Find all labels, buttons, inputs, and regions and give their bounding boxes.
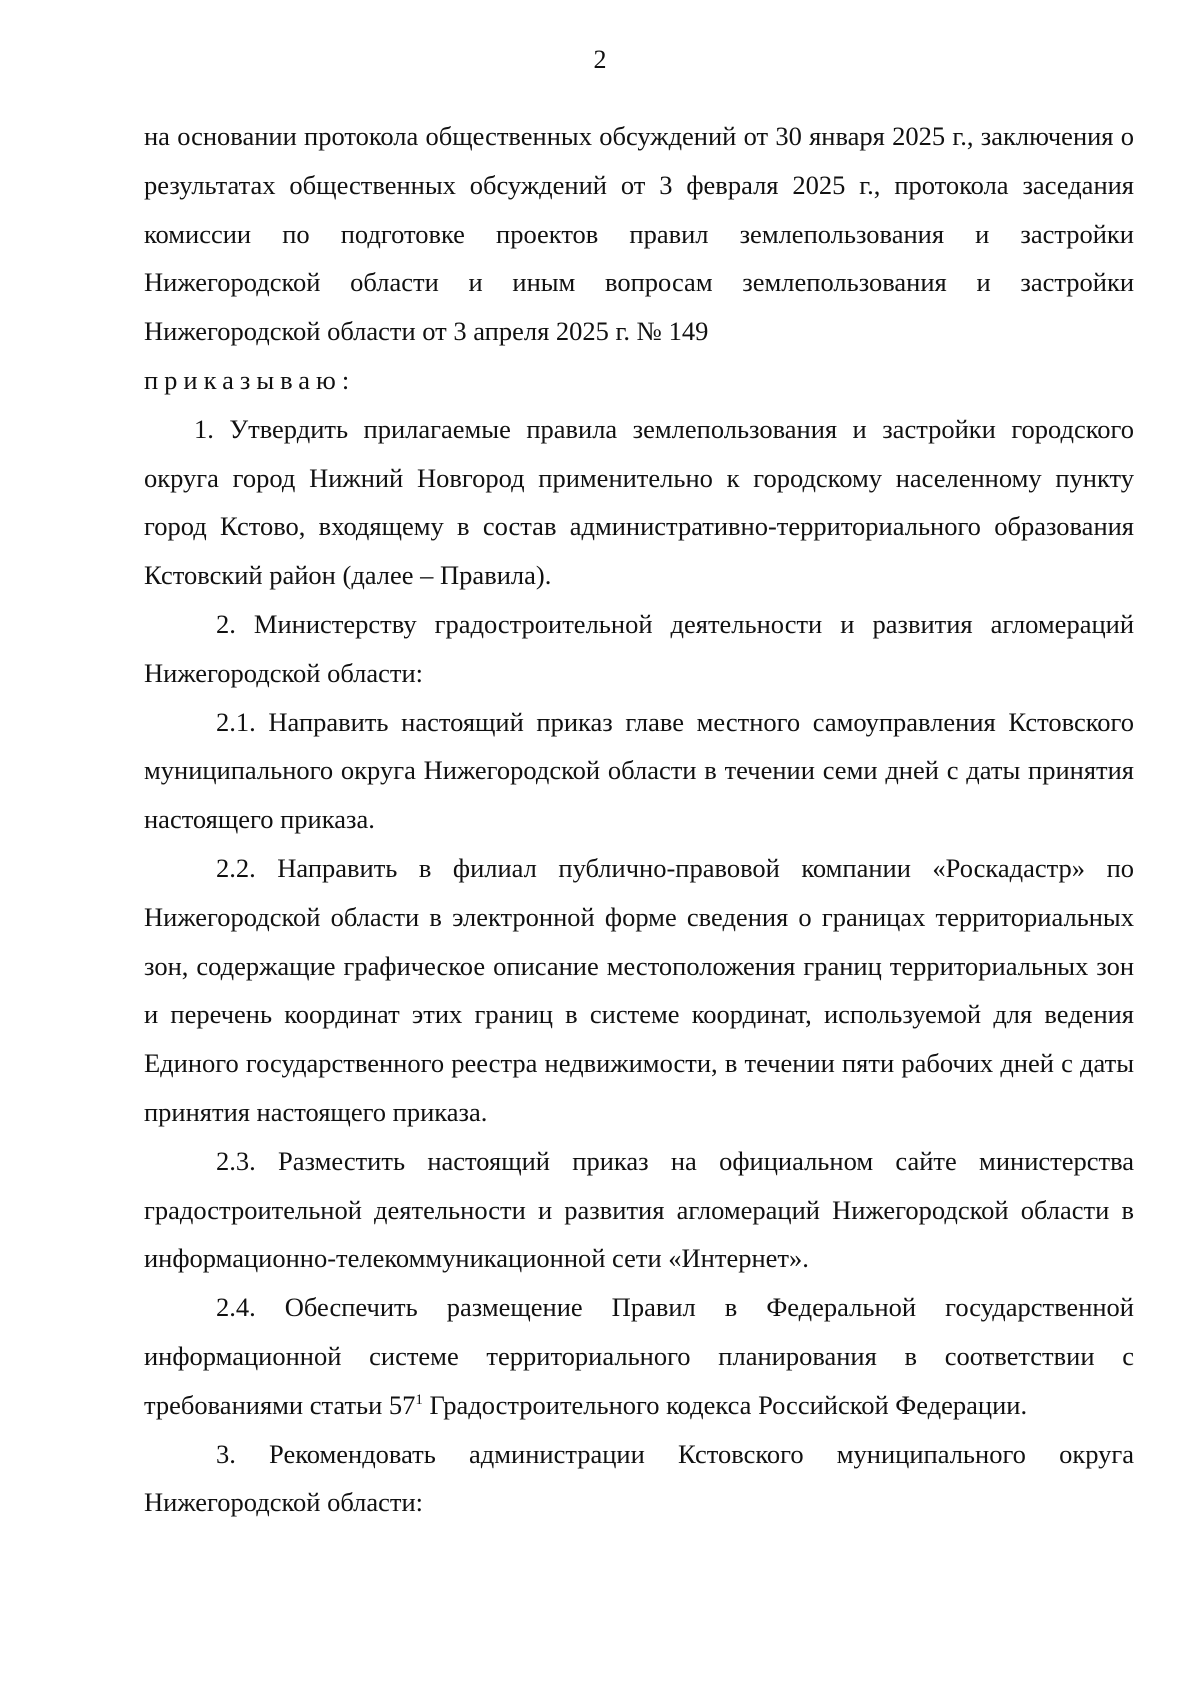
paragraph-2-4-text-start: 2.4. Обеспечить размещение Правил в Федеральной государственной информационной системе территориального планирования в соответствии с требованиями статьи 57	[144, 1292, 1134, 1420]
page-number: 2	[593, 45, 607, 74]
document-body	[144, 112, 1134, 1527]
paragraph-2: 2. Министерству градостроительной деятельности и развития агломераций Нижегородской области:	[144, 608, 1134, 688]
paragraph-2-2: 2.2. Направить в филиал публично-правовой компании «Роскадастр» по Нижегородской области в электронной форме сведения о границах территориальных зон, содержащие графическое описание местоположения границ территориальных зон и перечень координат этих границ в системе координат, используемой для ведения Единого государственного реестра недвижимости, в течении пяти рабочих дней с даты принятия настоящего приказа.	[144, 852, 1134, 1127]
paragraph-3: 3. Рекомендовать администрации Кстовского муниципального округа Нижегородской области:	[144, 1438, 1134, 1518]
preamble-paragraph: на основании протокола общественных обсуждений от 30 января 2025 г., заключения о результатах общественных обсуждений от 3 февраля 2025 г., протокола заседания комиссии по подготовке проектов правил землепользования и застройки Нижегородской области и иным вопросам землепользования и застройки Нижегородской области от 3 апреля 2025 г. № 149	[144, 121, 1134, 347]
paragraph-2-4	[144, 1283, 1134, 1429]
paragraph-2-3: 2.3. Разместить настоящий приказ на официальном сайте министерства градостроительной деятельности и развития агломераций Нижегородской области в информационно-телекоммуникационной сети «Интернет».	[144, 1145, 1134, 1274]
paragraph-2-4-text-end: Градостроительного кодекса Российской Федерации.	[422, 1389, 1028, 1420]
superscript-one: 1	[415, 1391, 423, 1408]
order-word: приказываю:	[144, 364, 356, 395]
paragraph-1: 1. Утвердить прилагаемые правила землепользования и застройки городского округа город Нижний Новгород применительно к городскому населенному пункту город Кстово, входящему в состав административно-территориального образования Кстовский район (далее – Правила).	[144, 413, 1134, 591]
paragraph-2-1: 2.1. Направить настоящий приказ главе местного самоуправления Кстовского муниципального округа Нижегородской области в течении семи дней с даты принятия настоящего приказа.	[144, 706, 1134, 835]
